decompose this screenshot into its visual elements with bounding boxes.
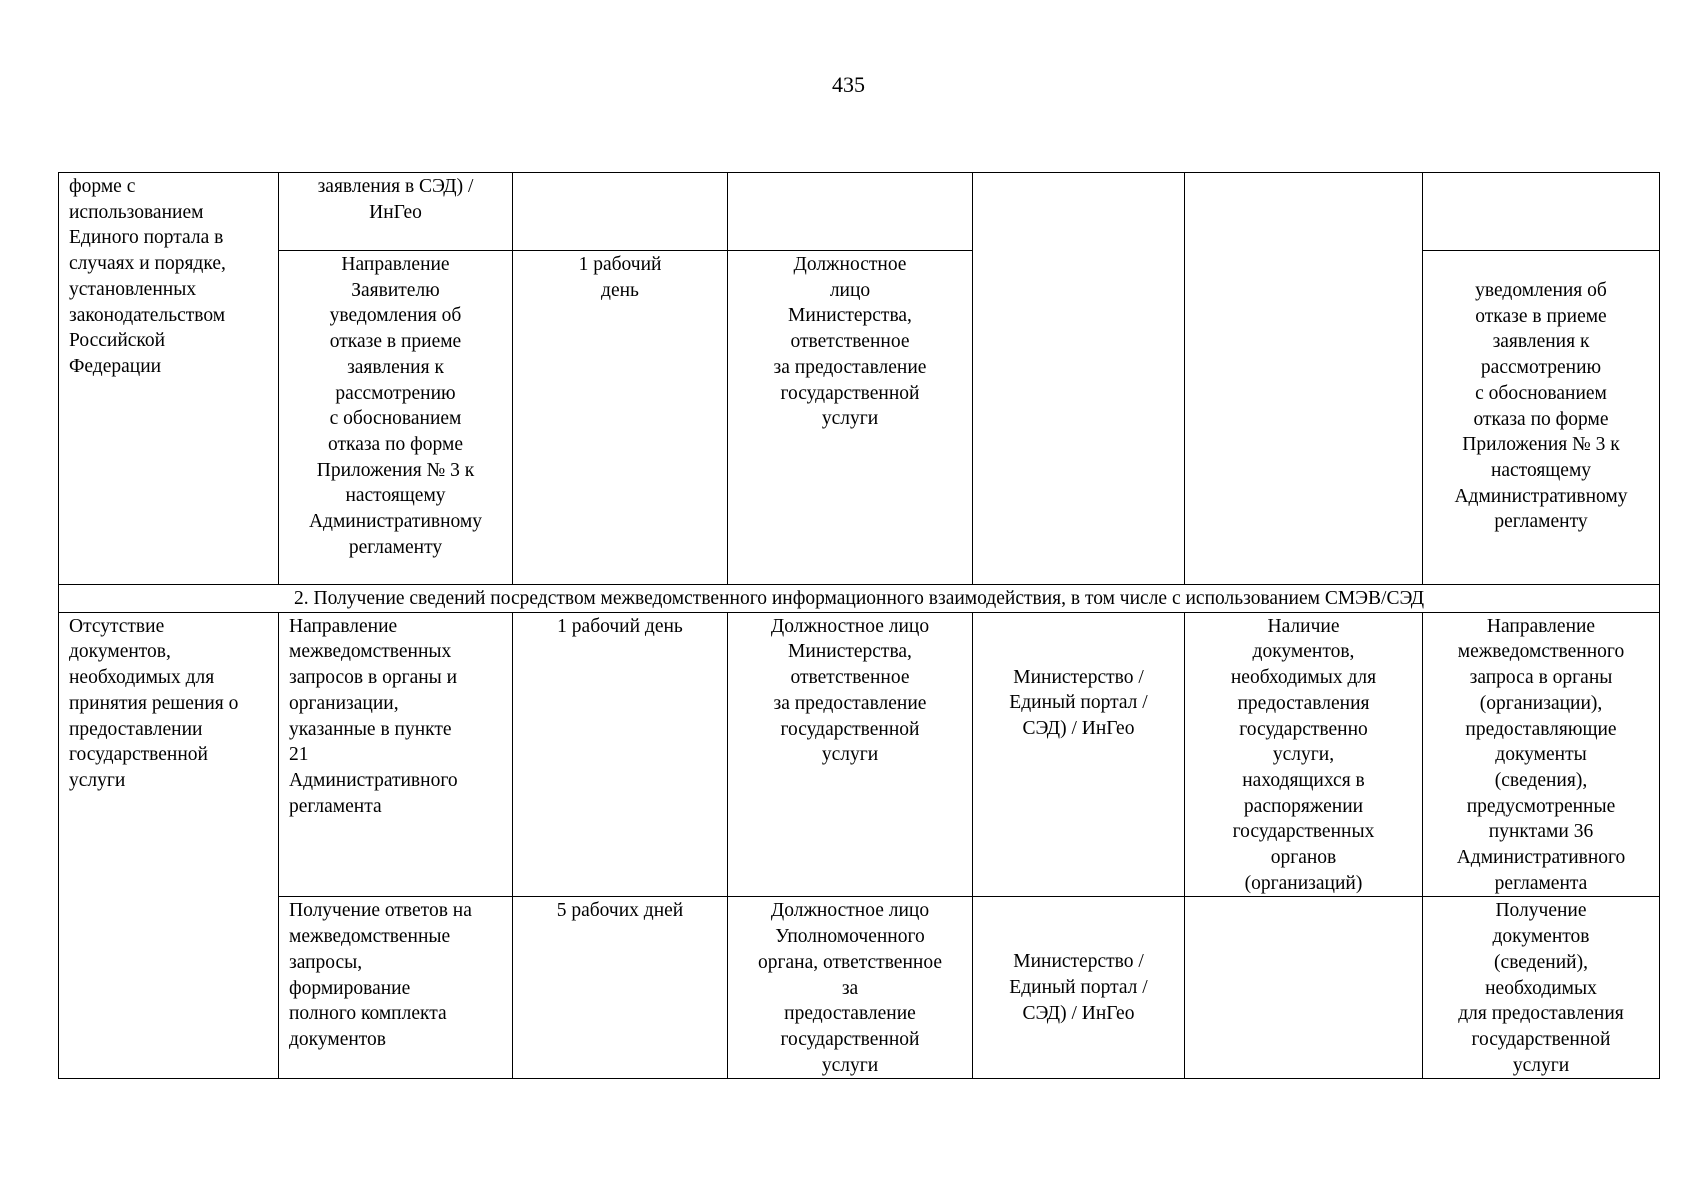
criteria-cell xyxy=(1185,612,1423,897)
text-line: регламента xyxy=(289,795,382,817)
text-line: документов, xyxy=(69,641,171,663)
text-line: законодательством xyxy=(69,304,226,326)
result-cell xyxy=(1423,251,1660,585)
text-line: государственной xyxy=(780,1028,920,1050)
text-line: государственной xyxy=(780,718,920,740)
text-line: за предоставление xyxy=(773,692,927,714)
text-line: (сведения), xyxy=(1494,769,1588,791)
official-cell xyxy=(728,897,973,1079)
action-cell xyxy=(279,173,513,251)
condition-cell xyxy=(59,612,279,1079)
text-line: предоставляющие xyxy=(1465,718,1617,740)
text-line: услуги xyxy=(821,744,879,766)
text-line: Министерства, xyxy=(788,641,912,663)
text-line: запросов в органы и xyxy=(289,667,458,689)
text-line: услуги xyxy=(1512,1054,1570,1076)
text-line: документов xyxy=(1492,926,1590,948)
text-line: Российской xyxy=(69,330,166,352)
text-line: Наличие xyxy=(1267,615,1340,637)
text-line: Получение xyxy=(1495,900,1587,922)
text-line: государственных xyxy=(1232,821,1375,843)
text-line: Должностное лицо xyxy=(770,900,930,922)
page-number: 435 xyxy=(832,72,865,97)
text-line: за xyxy=(841,977,859,999)
text-line: уведомления об xyxy=(329,305,462,327)
text-line: Получение ответов на xyxy=(289,900,472,922)
text-line: с обоснованием xyxy=(1475,382,1607,404)
text-line: 1 рабочий xyxy=(578,254,662,275)
text-line: отказа по форме xyxy=(1473,408,1609,430)
text-line: распоряжении xyxy=(1243,795,1364,817)
text-line: документов, xyxy=(1252,641,1355,663)
text-line: органов xyxy=(1270,847,1337,869)
text-line: регламента xyxy=(1494,872,1588,894)
text-line: Отсутствие xyxy=(69,615,165,637)
text-line: СЭД) / ИнГео xyxy=(1022,1002,1135,1024)
text-line: уведомления об xyxy=(1475,280,1607,301)
result-cell xyxy=(1423,897,1660,1079)
text-line: необходимых для xyxy=(69,667,215,689)
text-line: Единого портала в xyxy=(69,227,224,249)
text-line: Должностное лицо xyxy=(770,615,930,637)
text-line: документы xyxy=(1495,744,1587,766)
text-line: Единый портал / xyxy=(1009,977,1148,999)
text-line: межведомственного xyxy=(1457,641,1625,663)
text-line: находящихся в xyxy=(1242,769,1365,791)
text-line: за предоставление xyxy=(773,356,927,378)
text-line: случаях и порядке, xyxy=(69,253,226,275)
text-line: услуги xyxy=(821,408,879,430)
text-line: Административному xyxy=(308,511,483,533)
result-cell xyxy=(1423,173,1660,251)
text-line: Федерации xyxy=(69,355,162,377)
action-cell xyxy=(279,897,513,1079)
text-line: Административного xyxy=(1456,847,1626,869)
text-line: запроса в органы xyxy=(1469,667,1613,689)
text-line: Административного xyxy=(289,769,458,791)
text-line: день xyxy=(601,279,639,301)
text-line: рассмотрению xyxy=(335,382,456,404)
text-line: установленных xyxy=(69,278,197,300)
text-line: услуги xyxy=(821,1054,879,1076)
table-row xyxy=(59,897,1660,1079)
text-line: форме с xyxy=(69,176,136,197)
text-line: необходимых xyxy=(1485,977,1597,999)
text-line: государственно xyxy=(1239,718,1368,740)
text-line: Направление xyxy=(289,615,398,637)
duration-cell xyxy=(513,251,728,585)
text-line: услуги xyxy=(69,769,126,791)
criteria-cell xyxy=(1185,897,1423,1079)
procedure-table xyxy=(58,172,1660,1079)
system-cell xyxy=(973,897,1185,1079)
text-line: Административному xyxy=(1454,485,1628,507)
text-line: предоставление xyxy=(784,1003,916,1025)
table-row xyxy=(59,612,1660,897)
text-line: услуги, xyxy=(1272,744,1335,766)
result-cell xyxy=(1423,612,1660,897)
text-line: использованием xyxy=(69,201,204,223)
text-line: предоставления xyxy=(1237,692,1370,714)
text-line: Должностное xyxy=(793,254,907,275)
text-line: лицо xyxy=(829,279,871,301)
text-line: регламенту xyxy=(1494,511,1588,533)
duration-cell xyxy=(513,173,728,251)
text-line: государственной xyxy=(1471,1028,1611,1050)
action-cell xyxy=(279,612,513,897)
text-line: с обоснованием xyxy=(329,408,462,430)
text-line: Заявителю xyxy=(351,279,440,301)
text-line: заявления к xyxy=(1492,331,1590,353)
text-line: запросы, xyxy=(289,951,363,973)
text-line: ответственное xyxy=(790,667,910,689)
text-line: пунктами 36 xyxy=(1488,821,1594,843)
text-line: Направление xyxy=(1486,615,1596,637)
text-line: принятия решения о xyxy=(69,692,239,714)
text-line: полного комплекта xyxy=(289,1003,447,1025)
text-line: Направление xyxy=(341,254,450,275)
text-line: Министерство / xyxy=(1013,666,1144,688)
text-line: регламенту xyxy=(348,536,443,558)
text-line: организации, xyxy=(289,692,399,714)
text-line: ответственное xyxy=(790,331,910,353)
text-line: отказе в приеме xyxy=(1475,305,1607,327)
condition-cell xyxy=(59,173,279,585)
text-line: формирование xyxy=(289,977,411,999)
text-line: предусмотренные xyxy=(1466,795,1616,817)
text-line: отказа по форме xyxy=(328,433,463,455)
text-line: (организаций) xyxy=(1244,872,1363,894)
text-line: отказе в приеме xyxy=(329,331,462,353)
action-cell xyxy=(279,251,513,585)
text-line: документов xyxy=(289,1028,387,1050)
text-line: указанные в пункте xyxy=(289,718,452,740)
text-line: (организации), xyxy=(1479,692,1603,714)
text-line: заявления к xyxy=(347,356,444,378)
text-line: Единый портал / xyxy=(1009,692,1148,714)
text-line: предоставлении xyxy=(69,718,203,740)
text-line: для предоставления xyxy=(1458,1003,1624,1025)
criteria-cell xyxy=(1185,173,1423,585)
text-line: Министерство / xyxy=(1013,951,1144,973)
text-line: ИнГео xyxy=(369,201,422,223)
official-cell xyxy=(728,251,973,585)
text-line: Министерства, xyxy=(788,305,912,327)
text-line: настоящему xyxy=(1490,459,1592,481)
text-line: необходимых для xyxy=(1230,667,1377,689)
text-line: межведомственных xyxy=(289,641,452,663)
text-line: (сведений), xyxy=(1494,951,1588,973)
text-line: 21 xyxy=(289,744,309,766)
text-line: Уполномоченного xyxy=(775,926,925,948)
official-cell xyxy=(728,612,973,897)
text-line: заявления в СЭД) / xyxy=(317,176,474,197)
text-line: государственной xyxy=(780,382,920,404)
table-row xyxy=(59,173,1660,251)
text-line: органа, ответственное xyxy=(758,951,942,973)
text-line: Приложения № 3 к xyxy=(1462,434,1620,456)
text-line: рассмотрению xyxy=(1480,357,1602,379)
text-line: государственной xyxy=(69,744,208,766)
system-cell xyxy=(973,612,1185,897)
table-row xyxy=(59,585,1660,613)
section-heading: 2. Получение сведений посредством межведомственного информационного взаимодействия, в том числе с использованием СМЭВ/СЭД xyxy=(59,585,1660,613)
system-cell xyxy=(973,173,1185,585)
text-line: СЭД) / ИнГео xyxy=(1022,718,1135,740)
duration-cell: 5 рабочих дней xyxy=(513,897,728,1079)
text-line: настоящему xyxy=(345,485,446,507)
text-line: Приложения № 3 к xyxy=(316,459,475,481)
duration-cell: 1 рабочий день xyxy=(513,612,728,897)
official-cell xyxy=(728,173,973,251)
text-line: межведомственные xyxy=(289,926,451,948)
